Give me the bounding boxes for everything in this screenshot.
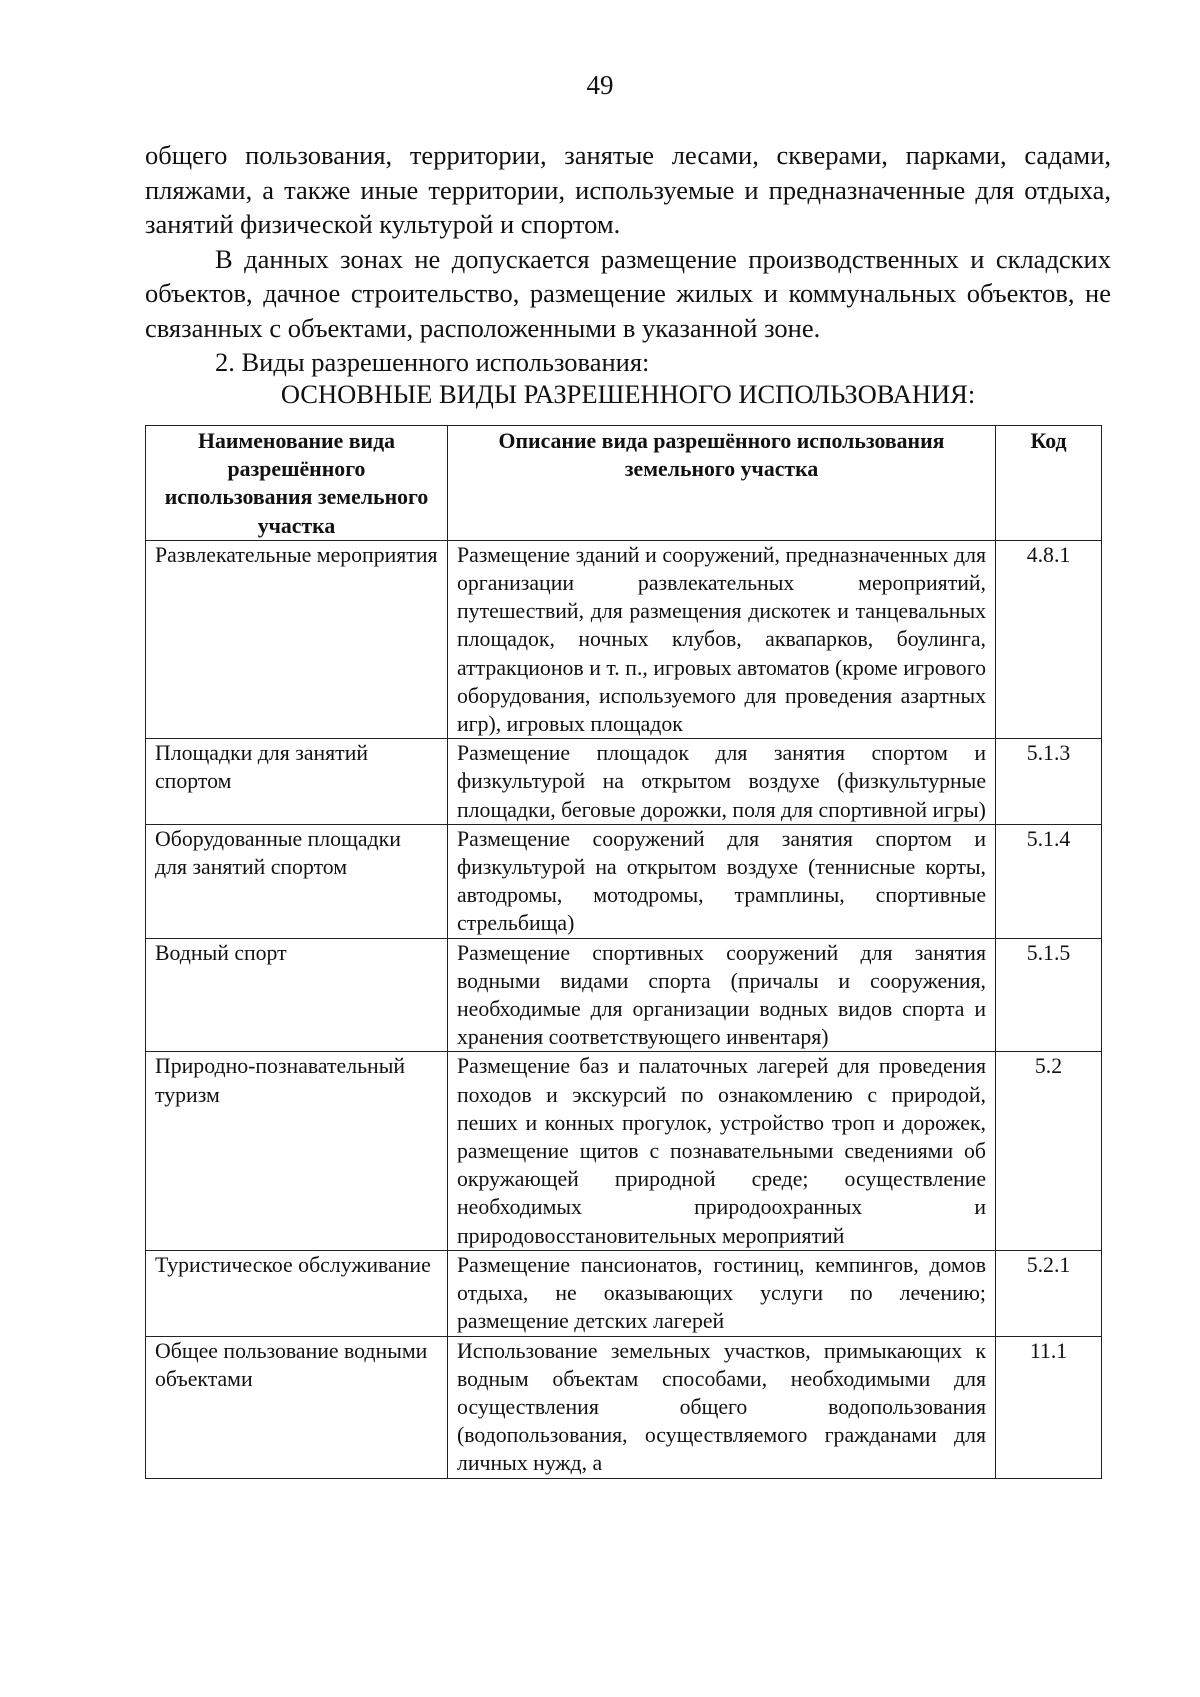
paragraph-permitted-uses-heading: 2. Виды разрешенного использования:	[215, 347, 650, 377]
use-name: Общее пользование водными объектами	[146, 1336, 448, 1478]
use-name: Водный спорт	[146, 938, 448, 1052]
permitted-uses-table	[145, 425, 1102, 1479]
use-code: 5.1.3	[996, 739, 1102, 825]
header-code: Код	[996, 426, 1102, 541]
section-title: ОСНОВНЫЕ ВИДЫ РАЗРЕШЕННОГО ИСПОЛЬЗОВАНИЯ:	[280, 379, 976, 409]
use-code: 5.2.1	[996, 1250, 1102, 1336]
page-number: 49	[586, 70, 614, 100]
table-row	[146, 1052, 1102, 1250]
table-row	[146, 1250, 1102, 1336]
use-code: 5.1.4	[996, 824, 1102, 938]
use-name: Развлекательные мероприятия	[146, 540, 448, 738]
use-description: Использование земельных участков, примыкающих к водным объектам способами, необходимыми для осуществления общего водопользования (водопользования, осуществляемого гражданами для личных нужд, а	[448, 1336, 996, 1478]
paragraph-restrictions: В данных зонах не допускается размещение производственных и складских объектов, дачное строительство, размещение жилых и коммунальных объектов, не связанных с объектами, расположенными в указанной зоне.	[145, 243, 1111, 343]
table-row	[146, 739, 1102, 825]
table-header-row	[146, 426, 1102, 541]
use-description: Размещение площадок для занятия спортом и физкультурой на открытом воздухе (физкультурные площадки, беговые дорожки, поля для спортивной игры)	[448, 739, 996, 825]
use-name: Туристическое обслуживание	[146, 1250, 448, 1336]
use-description: Размещение баз и палаточных лагерей для проведения походов и экскурсий по ознакомлению с природой, пеших и конных прогулок, устройство троп и дорожек, размещение щитов с познавательными сведениями об окружающей природной среде; осуществление необходимых природоохранных и природовосстановительных мероприятий	[448, 1052, 996, 1250]
table-row	[146, 938, 1102, 1052]
body-text	[145, 138, 1111, 380]
table-row	[146, 1336, 1102, 1478]
use-description: Размещение сооружений для занятия спортом и физкультурой на открытом воздухе (теннисные корты, автодромы, мотодромы, трамплины, спортивные стрельбища)	[448, 824, 996, 938]
use-code: 4.8.1	[996, 540, 1102, 738]
use-name: Природно-познавательный туризм	[146, 1052, 448, 1250]
table-row	[146, 540, 1102, 738]
use-name: Площадки для занятий спортом	[146, 739, 448, 825]
use-name: Оборудованные площадки для занятий спортом	[146, 824, 448, 938]
use-code: 11.1	[996, 1336, 1102, 1478]
paragraph-continuation: общего пользования, территории, занятые лесами, скверами, парками, садами, пляжами, а также иные территории, используемые и предназначенные для отдыха, занятий физической культурой и спортом.	[145, 140, 1111, 239]
use-description: Размещение зданий и сооружений, предназначенных для организации развлекательных мероприятий, путешествий, для размещения дискотек и танцевальных площадок, ночных клубов, аквапарков, боулинга, аттракционов и т. п., игровых автоматов (кроме игрового оборудования, используемого для проведения азартных игр), игровых площадок	[448, 540, 996, 738]
use-description: Размещение спортивных сооружений для занятия водными видами спорта (причалы и сооружения, необходимые для организации водных видов спорта и хранения соответствующего инвентаря)	[448, 938, 996, 1052]
use-code: 5.1.5	[996, 938, 1102, 1052]
use-code: 5.2	[996, 1052, 1102, 1250]
table-row	[146, 824, 1102, 938]
use-description: Размещение пансионатов, гостиниц, кемпингов, домов отдыха, не оказывающих услуги по лечению; размещение детских лагерей	[448, 1250, 996, 1336]
header-description: Описание вида разрешённого использования земельного участка	[448, 426, 996, 541]
header-name: Наименование вида разрешённого использования земельного участка	[146, 426, 448, 541]
